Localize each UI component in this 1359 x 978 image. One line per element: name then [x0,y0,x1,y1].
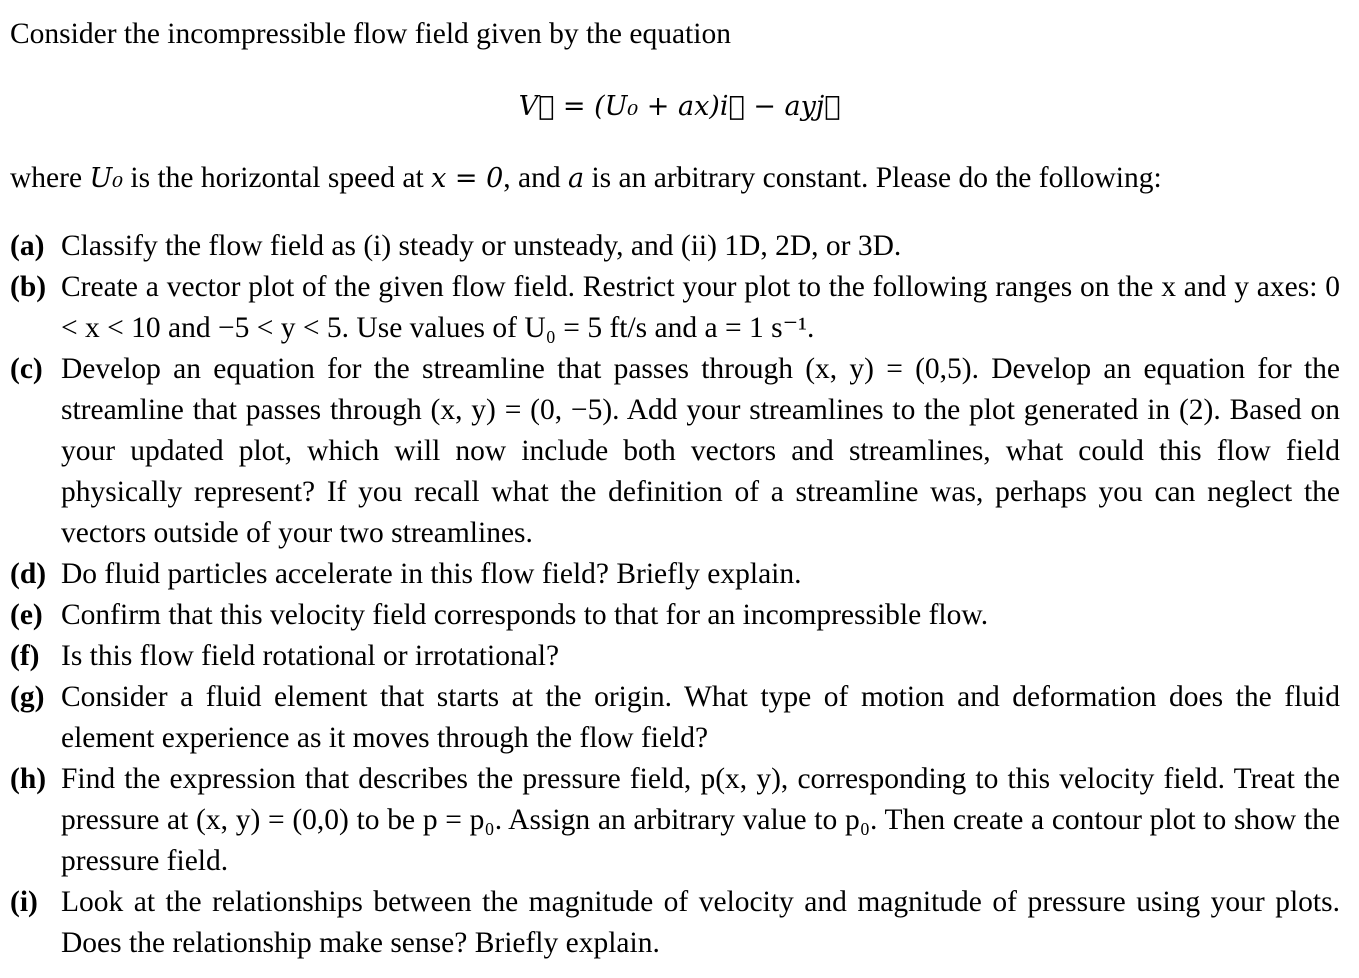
question-text: Do fluid particles accelerate in this flow field? Briefly explain. [61,558,802,590]
question-label: (b) [10,271,47,303]
question-list [10,226,1340,964]
question-label: (a) [10,230,45,262]
question-item-e [10,595,1340,636]
velocity-equation: V⃗ = (U₀ + ax)i⃗ − ayj⃗ [518,91,841,122]
question-label: (d) [10,558,47,590]
question-text: Confirm that this velocity field corresponds to that for an incompressible flow. [61,599,989,631]
question-item-b [10,267,1340,349]
question-item-f [10,636,1340,677]
question-text: Develop an equation for the streamline that passes through (x, y) = (0,5). Develop an equation for the streamline that passes through (x, y) = (0, −5). Add your streamlines to the plot generated in (2). Based on your updated plot, which will now include both vectors and streamlines, what could this flow field physically represent? If you recall what the definition of a streamline was, perhaps you can neglect the vectors outside of your two streamlines. [61,353,1340,549]
question-text: Classify the flow field as (i) steady or unsteady, and (ii) 1D, 2D, or 3D. [61,230,902,262]
question-text: Is this flow field rotational or irrotational? [61,640,560,672]
where-sentence: where U₀ is the horizontal speed at x = 0, and a is an arbitrary constant. Please do the following: [10,162,1162,194]
question-item-d [10,554,1340,595]
question-label: (h) [10,763,47,795]
question-item-c [10,349,1340,554]
question-label: (g) [10,681,45,713]
question-text: Look at the relationships between the magnitude of velocity and magnitude of pressure using your plots. Does the relationship make sense? Briefly explain. [61,886,1340,959]
question-text: Consider a fluid element that starts at the origin. What type of motion and deformation does the fluid element experience as it moves through the flow field? [61,681,1340,754]
question-label: (i) [10,886,38,918]
question-item-h [10,759,1340,882]
question-label: (f) [10,640,40,672]
question-text: Create a vector plot of the given flow field. Restrict your plot to the following ranges on the x and y axes: 0 < x < 10 and −5 < y < 5. Use values of U₀ = 5 ft/s and a = 1 s⁻¹. [61,271,1340,344]
question-item-g [10,677,1340,759]
question-item-a [10,226,1340,267]
question-item-i [10,882,1340,964]
question-label: (c) [10,353,43,385]
intro-text: Consider the incompressible flow field given by the equation [10,18,731,50]
question-label: (e) [10,599,43,631]
question-text: Find the expression that describes the pressure field, p(x, y), corresponding to this velocity field. Treat the pressure at (x, y) = (0,0) to be p = p₀. Assign an arbitrary value to p₀. Then create a contour plot to show the pressure field. [61,763,1340,877]
